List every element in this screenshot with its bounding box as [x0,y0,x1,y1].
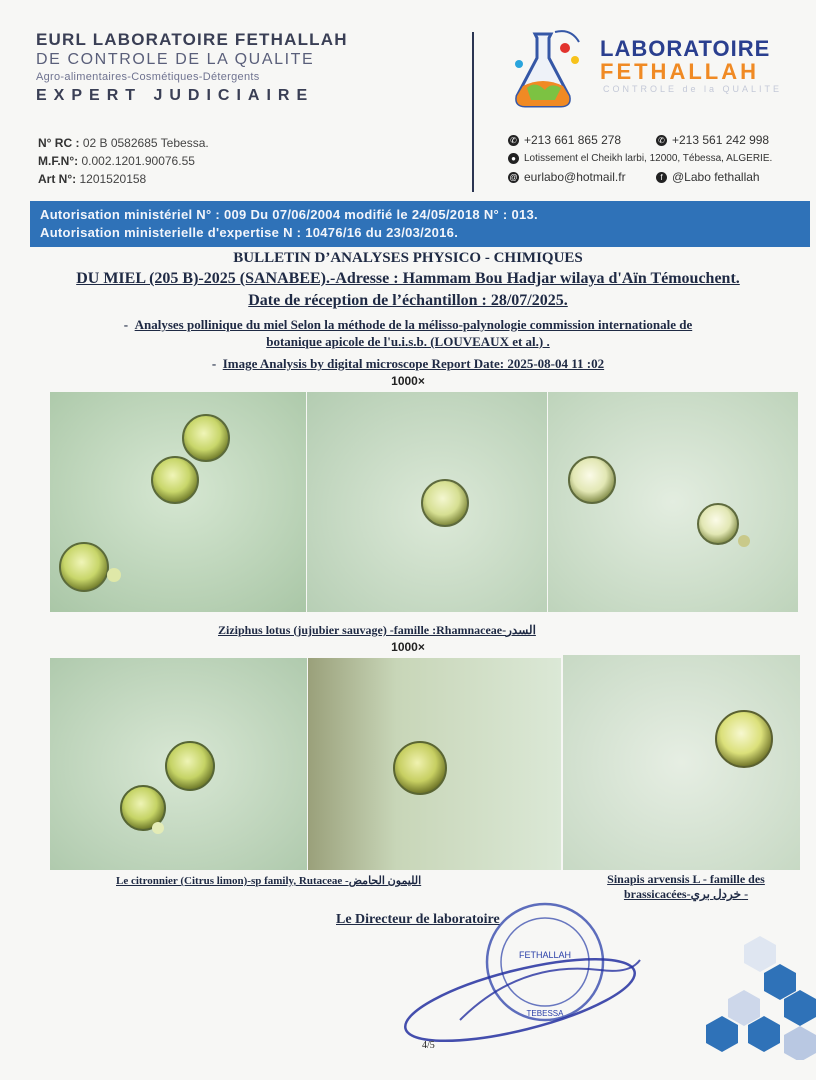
magnification-label-2: 1000× [391,640,425,654]
phone-1 [508,133,621,147]
facebook-text: @Labo fethallah [672,170,760,184]
email [508,170,626,184]
logo-name-line1: LABORATOIRE [600,36,771,61]
art-value: 1201520158 [79,172,147,186]
location-icon: ● [508,153,519,164]
authorization-line2: Autorisation ministerielle d'expertise N : 10476/16 du 23/03/2016. [40,225,459,240]
mfn-line: M.F.N°: 0.002.1201.90076.55 [38,154,195,168]
company-expert: EXPERT JUDICIAIRE [36,87,315,104]
method-line1: Analyses pollinique du miel Selon la méthode de la mélisso-palynologie commission internationale de [134,317,693,332]
hexagon-decoration-icon [700,930,816,1065]
phone-icon: ✆ [508,135,519,146]
method-description: - Analyses pollinique du miel Selon la méthode de la mélisso-palynologie commission internationale de botanique apicole de l'u.i.s.b. (LOUVEAUX et al.) . [123,317,693,349]
caption-citrus: Le citronnier (Citrus limon)-sp family, Rutaceae -الليمون الحامض [116,875,422,887]
phone-1-text: +213 661 865 278 [524,133,622,147]
micrograph-ziziphus-3 [548,392,798,612]
stamp-line2: FETHALLAH [518,950,572,960]
rc-value: 02 B 0582685 Tebessa. [82,136,209,150]
image-analysis-text: Image Analysis by digital microscope Report Date: 2025-08-04 11 :02 [222,356,605,371]
facebook [656,170,760,184]
caption-sinapis-line1: Sinapis arvensis L - famille des [607,872,765,886]
address-text: Lotissement el Cheikh larbi, 12000, Tébessa, ALGERIE. [524,153,773,164]
report-subject: DU MIEL (205 B)-2025 (SANABEE).-Adresse : Hammam Bou Hadjar wilaya d'Aïn Témouchent. [76,270,740,287]
report-title: BULLETIN D’ANALYSES PHYSICO - CHIMIQUES [233,250,583,266]
facebook-icon: f [656,172,667,183]
company-sectors: Agro-alimentaires-Cosmétiques-Détergents [36,71,260,83]
address [508,153,772,164]
micrograph-ziziphus-1 [50,392,306,612]
whatsapp-phone-icon: ✆ [656,135,667,146]
caption-sinapis-line2: brassicacées-خردل بري - [623,887,749,901]
caption-sinapis [596,872,776,902]
director-signature-title: Le Directeur de laboratoire [336,912,500,927]
reception-date: Date de réception de l’échantillon : 28/07/2025. [248,292,568,309]
phone-2 [656,133,769,147]
stamp-line3: TEBESSA [526,1009,564,1018]
email-icon: @ [509,172,518,182]
logo-tagline: CONTROLE de la QUALITE [603,84,783,94]
method-line2: botanique apicole de l'u.i.s.b. (LOUVEAUX et al.) . [266,334,550,349]
micrograph-citrus-1 [50,658,307,870]
micrograph-sinapis [563,655,800,870]
logo-name-line2: FETHALLAH [600,59,759,84]
company-subtitle: DE CONTROLE DE LA QUALITE [36,51,315,68]
header-divider [472,32,474,192]
authorization-banner [30,201,810,247]
lab-stamp-icon [400,900,660,1055]
caption-ziziphus: Ziziphus lotus (jujubier sauvage) -famille :Rhamnaceae-السدر [218,623,536,637]
lab-logo-icon [505,28,593,117]
rc-line: N° RC : 02 B 0582685 Tebessa. [38,136,209,150]
phone-2-text: +213 561 242 998 [672,133,770,147]
page-number: 4/5 [422,1040,435,1051]
magnification-label-1: 1000× [391,374,425,388]
micrograph-ziziphus-2 [307,392,547,612]
micrograph-citrus-2 [308,658,561,870]
art-line: Art N°: 1201520158 [38,172,147,186]
authorization-line1: Autorisation ministériel N° : 009 Du 07/06/2004 modifié le 24/05/2018 N° : 013. [40,207,538,222]
email-text: eurlabo@hotmail.fr [524,170,626,184]
mfn-value: 0.002.1201.90076.55 [81,154,195,168]
company-name: EURL LABORATOIRE FETHALLAH [36,30,348,49]
image-analysis-line: - Image Analysis by digital microscope Report Date: 2025-08-04 11 :02 [211,356,605,371]
